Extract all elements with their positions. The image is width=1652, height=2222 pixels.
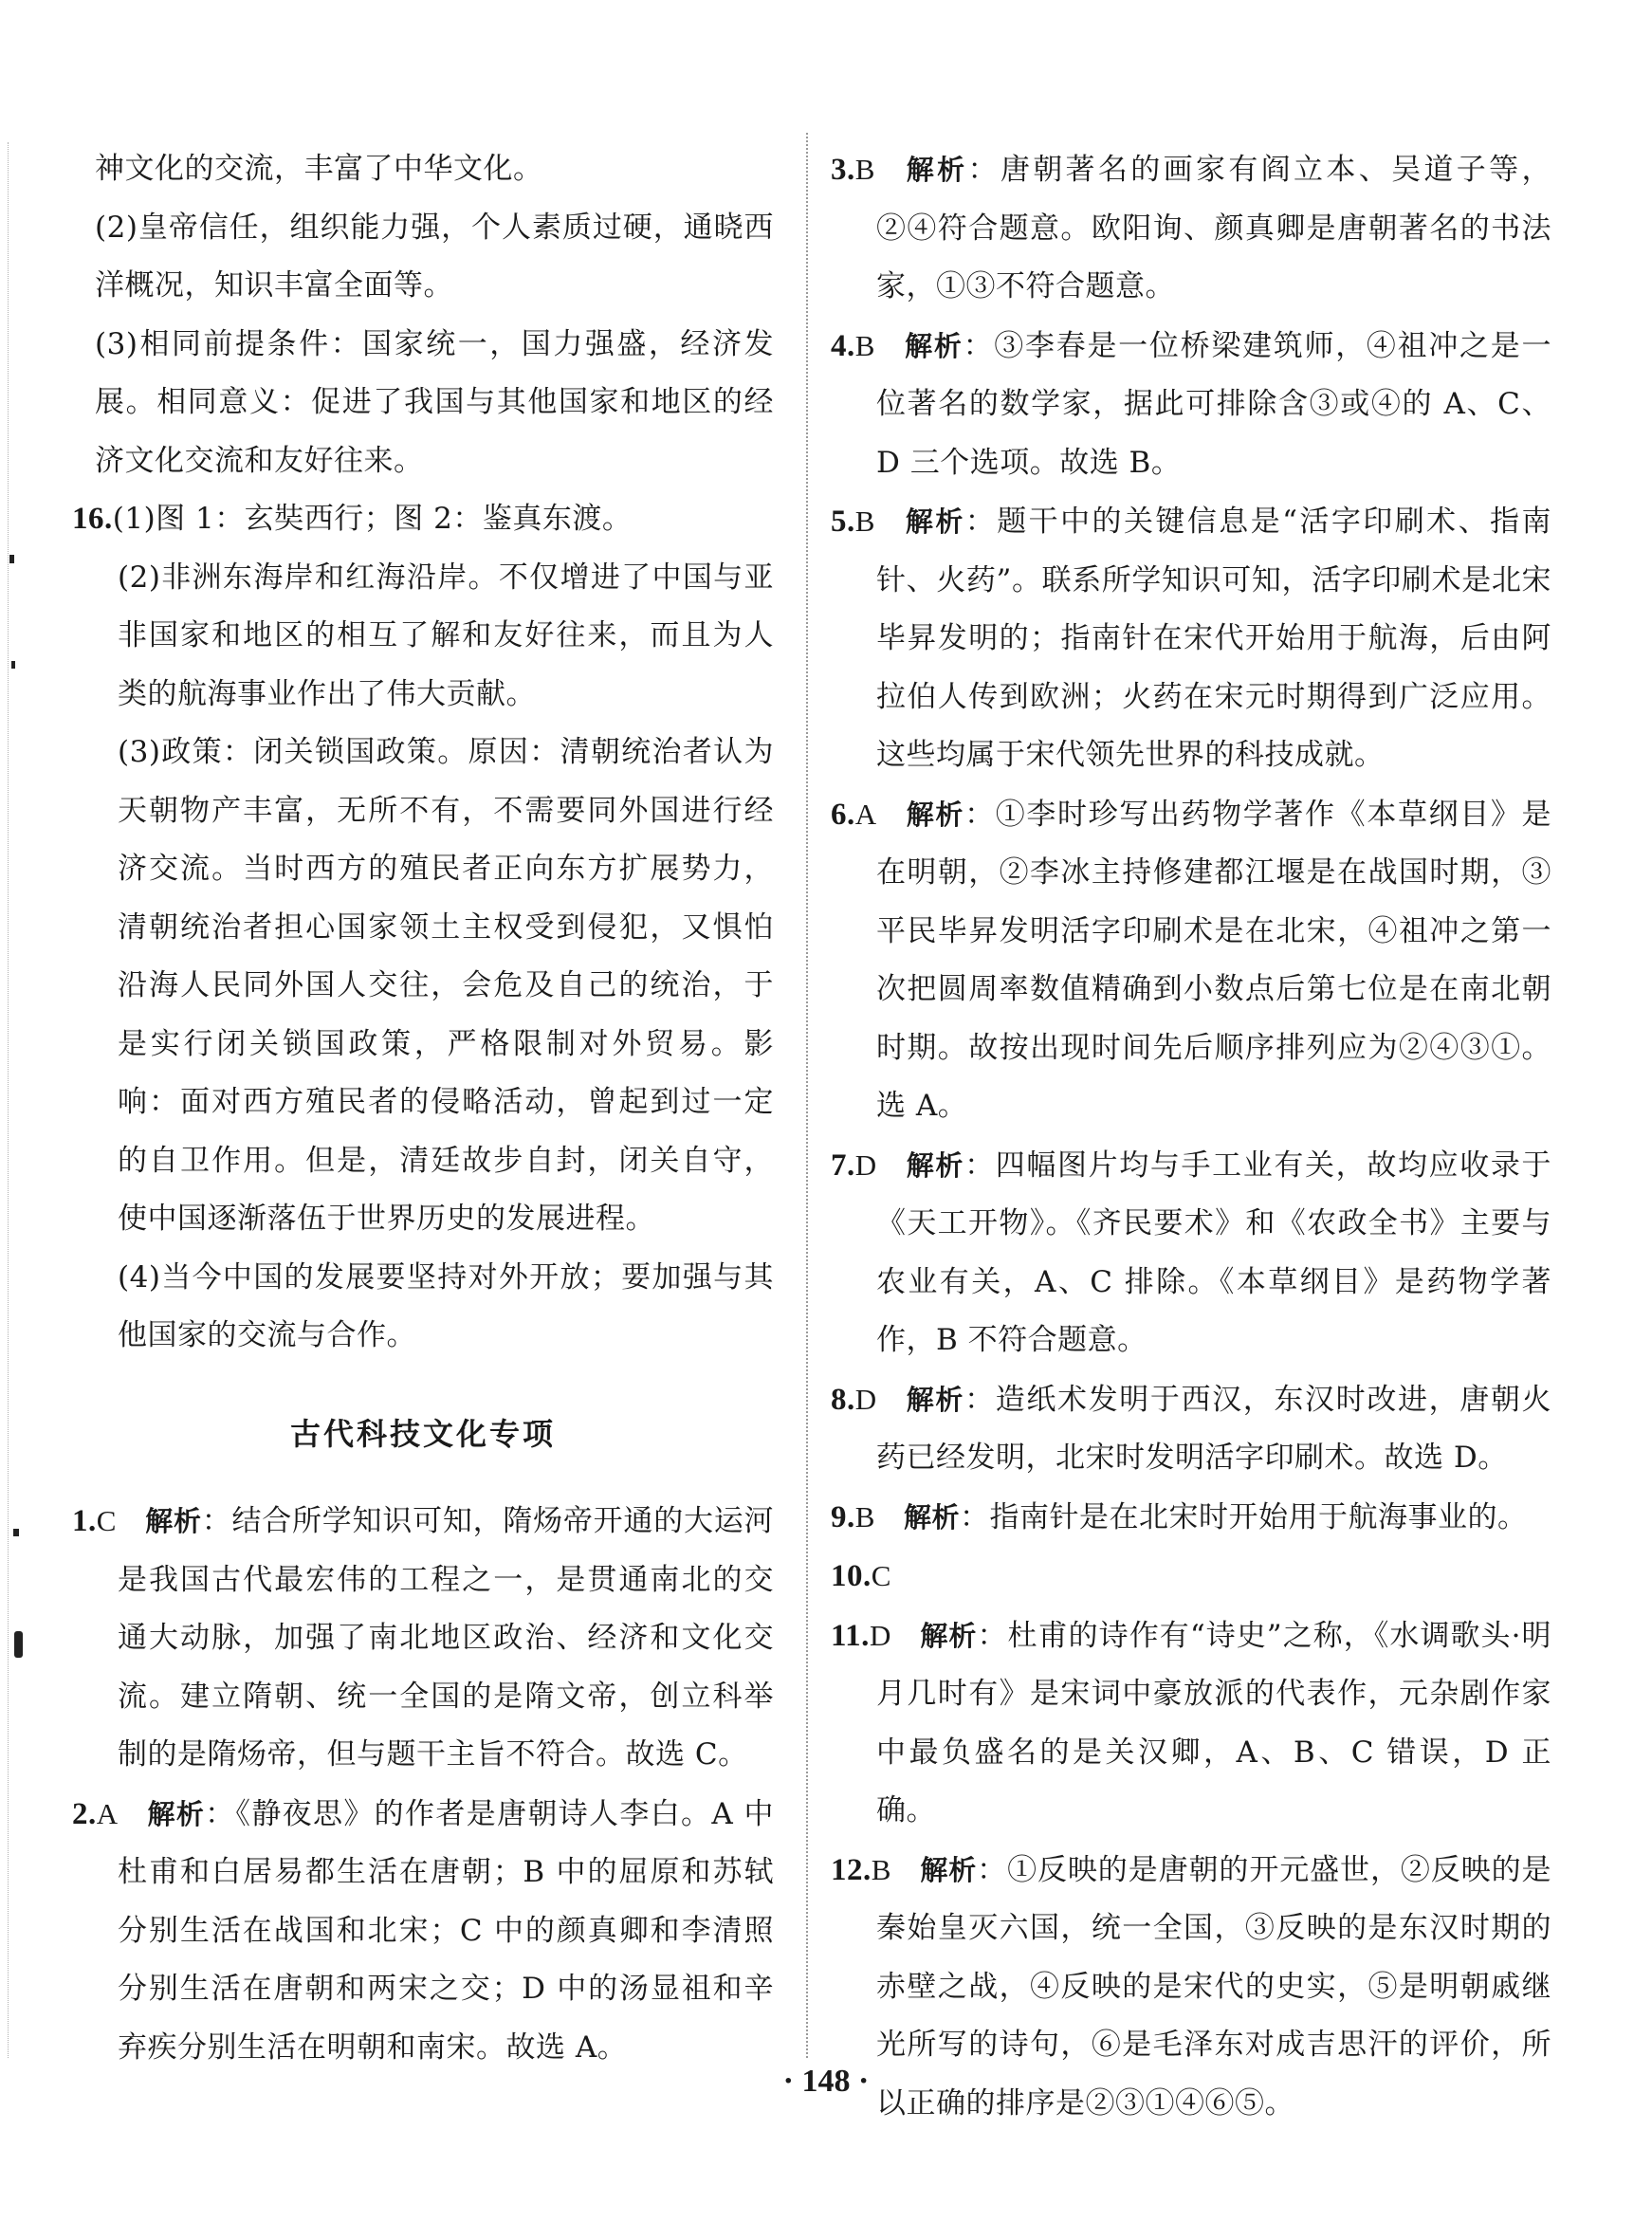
answer-item-4 <box>831 317 1551 493</box>
item-number: 11. <box>831 1618 870 1653</box>
column-divider <box>806 133 808 2058</box>
analysis-text: ：指南针是在北宋时开始用于航海事业的。 <box>959 1499 1528 1534</box>
item-number: 12. <box>831 1852 872 1887</box>
analysis-text: ：杜甫的诗作有“诗史”之称，《水调歌头·明月几时有》是宋词中豪放派的代表作，元杂剧作家中最负盛名的是关汉卿，A、B、C 错误，D 正确。 <box>876 1618 1551 1827</box>
left-column <box>72 140 774 2077</box>
item-number: 1. <box>72 1504 97 1538</box>
analysis-text: ：造纸术发明于西汉，东汉时改进，唐朝火药已经发明，北宋时发明活字印刷术。故选 D。 <box>876 1382 1551 1475</box>
continuation-part-2: (2)皇帝信任，组织能力强，个人素质过硬，通晓西洋概况，知识丰富全面等。 <box>95 210 774 303</box>
analysis-label: 解析 <box>919 1619 978 1652</box>
question-16-part-4: (4)当今中国的发展要坚持对外开放；要加强与其他国家的交流与合作。 <box>118 1259 774 1352</box>
analysis-label: 解析 <box>919 1853 978 1886</box>
item-number: 5. <box>831 505 855 539</box>
item-answer: D <box>869 1618 891 1652</box>
item-number: 8. <box>831 1382 855 1417</box>
analysis-text: ：《静夜思》的作者是唐朝诗人李白。A 中杜甫和白居易都生活在唐朝；B 中的屈原和苏轼分别生活在战国和北宋；C 中的颜真卿和李清照分别生活在唐朝和两宋之交；D 中的汤显祖和辛弃疾分别生活在明朝和南宋。故选 A。 <box>118 1796 774 2065</box>
analysis-label: 解析 <box>905 798 965 831</box>
analysis-text: ：唐朝著名的画家有阎立本、吴道子等，②④符合题意。欧阳询、颜真卿是唐朝著名的书法家，①③不符合题意。 <box>876 153 1551 303</box>
answer-item-1 <box>72 1492 774 1785</box>
question-number: 16. <box>72 502 113 536</box>
item-number: 2. <box>72 1796 97 1831</box>
analysis-label: 解析 <box>903 1500 960 1533</box>
item-answer: B <box>854 505 875 538</box>
answer-item-10 <box>831 1547 1551 1607</box>
analysis-label: 解析 <box>905 1383 965 1416</box>
analysis-text: ：四幅图片均与手工业有关，故均应收录于《天工开物》。《齐民要术》和《农政全书》主要与农业有关，A、C 排除。《本草纲目》是药物学著作，B 不符合题意。 <box>876 1148 1551 1357</box>
item-answer: C <box>871 1559 891 1592</box>
analysis-text: ：①反映的是唐朝的开元盛世，②反映的是秦始皇灭六国，统一全国，③反映的是东汉时期的赤壁之战，④反映的是宋代的史实，⑤是明朝戚继光所写的诗句，⑥是毛泽东对成吉思汗的评价，所以正确的排序是②③①④⑥⑤。 <box>876 1852 1551 2121</box>
continuation-part-3: (3)相同前提条件：国家统一，国力强盛，经济发展。相同意义：促进了我国与其他国家和地区的经济文化交流和友好往来。 <box>95 326 774 478</box>
scan-mark <box>11 661 15 669</box>
analysis-label: 解析 <box>903 154 968 186</box>
question-16-part-2: (2)非洲东海岸和红海沿岸。不仅增进了中国与亚非国家和地区的相互了解和友好往来，而且为人类的航海事业作出了伟大贡献。 <box>118 560 774 711</box>
page-edge-line <box>8 142 9 2058</box>
scan-mark <box>9 555 14 563</box>
item-answer: C <box>96 1504 117 1537</box>
answer-item-7 <box>831 1136 1551 1370</box>
item-number: 3. <box>831 153 855 187</box>
item-answer: B <box>854 1499 875 1533</box>
item-number: 4. <box>831 328 855 363</box>
analysis-label: 解析 <box>146 1797 206 1830</box>
section-title: 古代科技文化专项 <box>289 1415 556 1452</box>
continuation-line: 神文化的交流，丰富了中华文化。 <box>95 152 543 186</box>
item-number: 7. <box>831 1148 855 1183</box>
answer-item-11 <box>831 1607 1551 1841</box>
answer-item-2 <box>72 1785 774 2078</box>
answer-item-3 <box>831 140 1551 317</box>
item-answer: B <box>854 153 875 186</box>
answer-item-8 <box>831 1370 1551 1488</box>
answer-item-5 <box>831 492 1551 785</box>
analysis-label: 解析 <box>905 1148 965 1182</box>
item-answer: A <box>96 1796 119 1830</box>
answer-item-6 <box>831 785 1551 1136</box>
analysis-text: ：③李春是一位桥梁建筑师，④祖冲之是一位著名的数学家，据此可排除含③或④的 A、C、D 三个选项。故选 B。 <box>876 328 1551 480</box>
item-number: 10. <box>831 1559 872 1593</box>
item-answer: A <box>854 797 877 831</box>
analysis-label: 解析 <box>903 329 964 362</box>
item-number: 9. <box>831 1499 855 1534</box>
question-16-part-3: (3)政策：闭关锁国政策。原因：清朝统治者认为天朝物产丰富，无所不有，不需要同外国进行经济交流。当时西方的殖民者正向东方扩展势力，清朝统治者担心国家领土主权受到侵犯，又惧怕沿海人民同外国人交往，会危及自己的统治，于是实行闭关锁国政策，严格限制对外贸易。影响：面对西方殖民者的侵略活动，曾起到过一定的自卫作用。但是，清廷故步自封，闭关自守，使中国逐渐落伍于世界历史的发展进程。 <box>118 735 774 1236</box>
analysis-text: ：题干中的关键信息是“活字印刷术、指南针、火药”。联系所学知识可知，活字印刷术是北宋毕昇发明的；指南针在宋代开始用于航海，后由阿拉伯人传到欧洲；火药在宋元时期得到广泛应用。这些均属于宋代领先世界的科技成就。 <box>876 505 1551 772</box>
analysis-text: ：结合所学知识可知，隋炀帝开通的大运河是我国古代最宏伟的工程之一，是贯通南北的交通大动脉，加强了南北地区政治、经济和文化交流。建立隋朝、统一全国的是隋文帝，创立科举制的是隋炀帝，但与题干主旨不符合。故选 C。 <box>118 1504 774 1772</box>
analysis-text: ：①李时珍写出药物学著作《本草纲目》是在明朝，②李冰主持修建都江堰是在战国时期，③平民毕昇发明活字印刷术是在北宋，④祖冲之第一次把圆周率数值精确到小数点后第七位是在南北朝时期。故按出现时间先后顺序排列应为②④③①。选 A。 <box>876 797 1551 1123</box>
question-16 <box>72 490 774 1366</box>
analysis-label: 解析 <box>144 1505 202 1537</box>
answer-text: (1)图 1：玄奘西行；图 2：鉴真东渡。 <box>112 502 633 536</box>
scan-mark <box>14 1631 23 1658</box>
item-answer: B <box>854 328 875 362</box>
scan-mark <box>13 1529 19 1536</box>
item-answer: B <box>871 1852 891 1886</box>
analysis-label: 解析 <box>903 505 965 538</box>
page-number: · 148 · <box>782 2064 870 2099</box>
question-16-part-1 <box>72 490 774 549</box>
item-answer: D <box>854 1382 877 1416</box>
item-answer: D <box>854 1148 877 1182</box>
right-column <box>831 140 1551 2133</box>
answer-item-9 <box>831 1488 1551 1548</box>
item-number: 6. <box>831 797 855 832</box>
